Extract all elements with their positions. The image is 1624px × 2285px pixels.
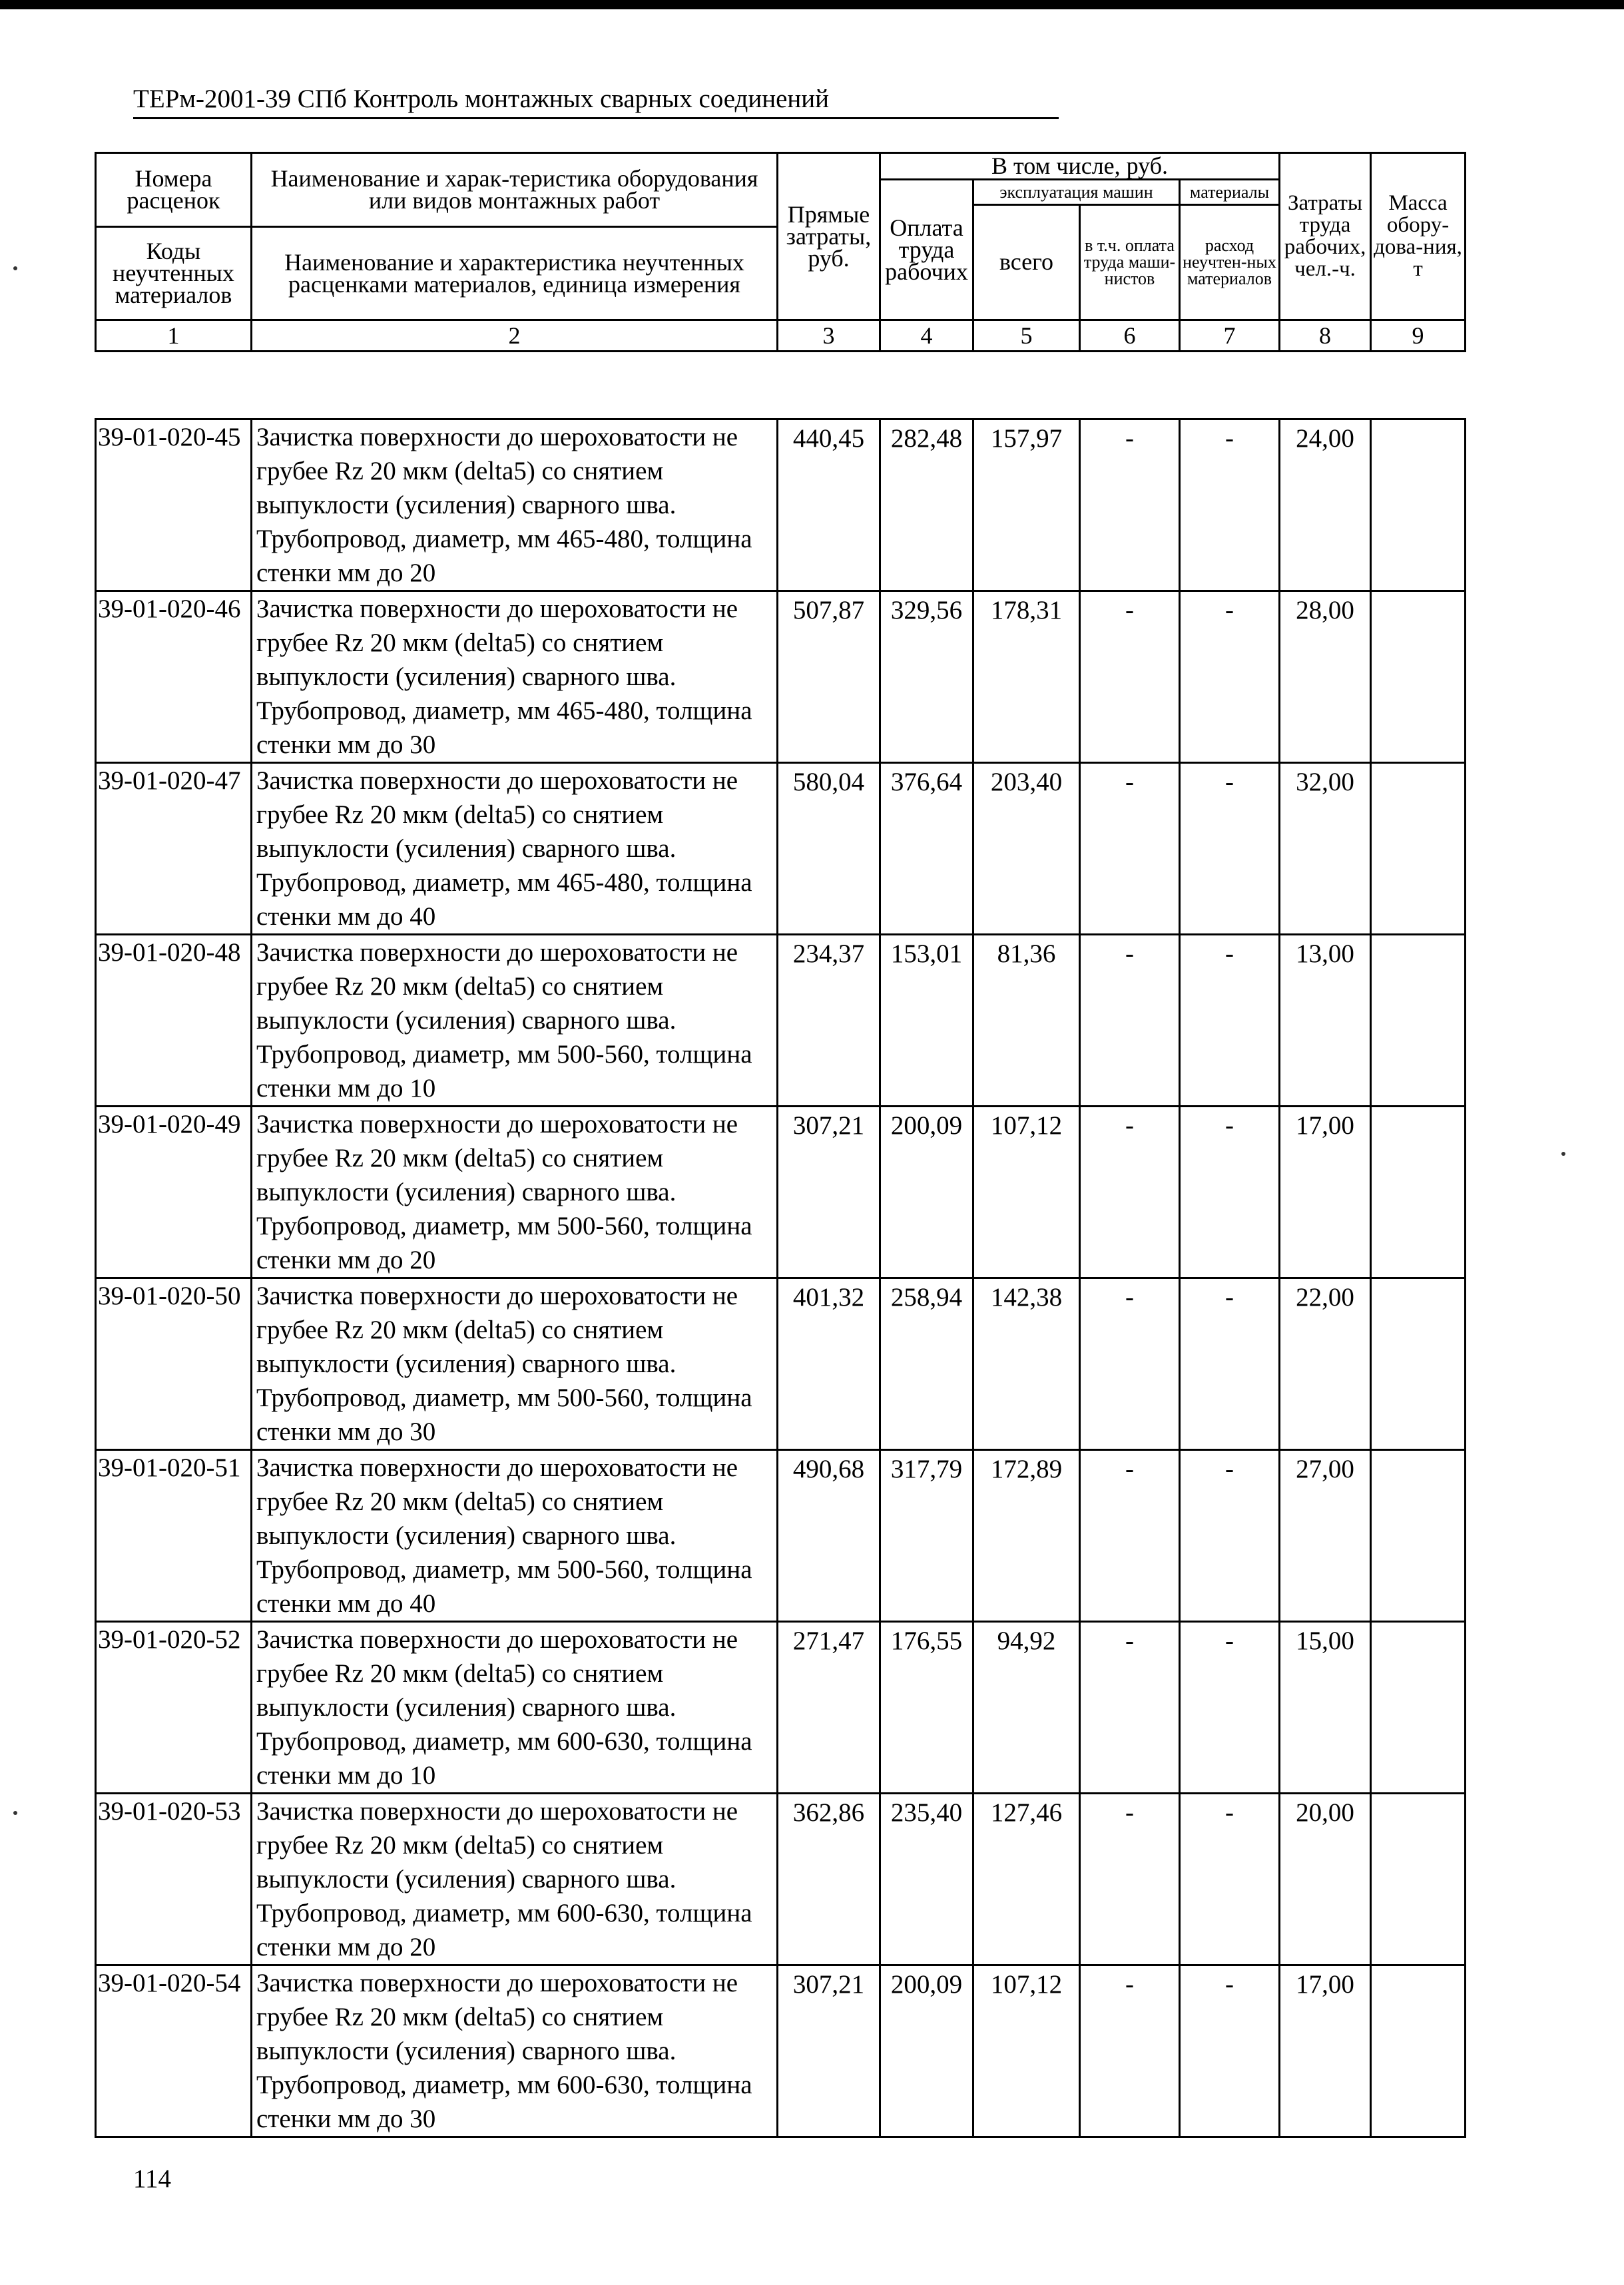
rate-code: 39-01-020-52: [96, 1622, 252, 1794]
materials-expense: -: [1180, 1622, 1280, 1794]
machinists-pay: -: [1080, 935, 1180, 1107]
machinists-pay: -: [1080, 1794, 1180, 1965]
header-number: 7: [1180, 320, 1280, 352]
rate-description: Зачистка поверхности до шероховатости не грубее Rz 20 мкм (delta5) со снятием выпуклости (усиления) сварного шва. Трубопровод, диаметр, мм 465-480, толщина стенки мм до 40: [252, 763, 778, 935]
labor-hours: 17,00: [1280, 1965, 1371, 2137]
machines-total: 172,89: [973, 1450, 1080, 1622]
labor-pay: 376,64: [880, 763, 973, 935]
header-incl-group: В том числе, руб.: [880, 153, 1280, 180]
machinists-pay: -: [1080, 1107, 1180, 1278]
labor-hours: 20,00: [1280, 1794, 1371, 1965]
rates-table: [95, 418, 1466, 2138]
table-row: [96, 1278, 1466, 1450]
machinists-pay: -: [1080, 591, 1180, 763]
labor-pay: 282,48: [880, 419, 973, 591]
materials-expense: -: [1180, 1794, 1280, 1965]
header-number: 6: [1080, 320, 1180, 352]
machinists-pay: -: [1080, 1965, 1180, 2137]
labor-hours: 28,00: [1280, 591, 1371, 763]
direct-costs: 490,68: [778, 1450, 880, 1622]
header-col1-top: Номера расценок: [96, 153, 252, 227]
equipment-mass: [1371, 419, 1466, 591]
labor-hours: 15,00: [1280, 1622, 1371, 1794]
equipment-mass: [1371, 1622, 1466, 1794]
machines-total: 203,40: [973, 763, 1080, 935]
scan-top-border: [0, 0, 1624, 9]
header-table: [95, 152, 1466, 352]
rate-code: 39-01-020-48: [96, 935, 252, 1107]
equipment-mass: [1371, 1450, 1466, 1622]
materials-expense: -: [1180, 419, 1280, 591]
equipment-mass: [1371, 1794, 1466, 1965]
machinists-pay: -: [1080, 1450, 1180, 1622]
labor-hours: 27,00: [1280, 1450, 1371, 1622]
machinists-pay: -: [1080, 763, 1180, 935]
materials-expense: -: [1180, 591, 1280, 763]
rate-description: Зачистка поверхности до шероховатости не грубее Rz 20 мкм (delta5) со снятием выпуклости (усиления) сварного шва. Трубопровод, диаметр, мм 465-480, толщина стенки мм до 30: [252, 591, 778, 763]
direct-costs: 307,21: [778, 1107, 880, 1278]
rate-code: 39-01-020-51: [96, 1450, 252, 1622]
labor-pay: 258,94: [880, 1278, 973, 1450]
machines-total: 107,12: [973, 1107, 1080, 1278]
table-row: [96, 419, 1466, 591]
direct-costs: 271,47: [778, 1622, 880, 1794]
direct-costs: 307,21: [778, 1965, 880, 2137]
materials-expense: -: [1180, 1107, 1280, 1278]
machines-total: 157,97: [973, 419, 1080, 591]
header-col5: всего: [973, 204, 1080, 320]
direct-costs: 440,45: [778, 419, 880, 591]
labor-pay: 329,56: [880, 591, 973, 763]
table-row: [96, 1450, 1466, 1622]
labor-pay: 235,40: [880, 1794, 973, 1965]
machines-total: 142,38: [973, 1278, 1080, 1450]
header-number: 1: [96, 320, 252, 352]
direct-costs: 401,32: [778, 1278, 880, 1450]
table-row: [96, 1965, 1466, 2137]
direct-costs: 234,37: [778, 935, 880, 1107]
header-col1-bottom: Коды неучтенных материалов: [96, 227, 252, 320]
direct-costs: 580,04: [778, 763, 880, 935]
labor-pay: 200,09: [880, 1107, 973, 1278]
rate-code: 39-01-020-49: [96, 1107, 252, 1278]
header-materials-group: материалы: [1180, 180, 1280, 205]
page-number: 114: [133, 2164, 172, 2193]
rate-description: Зачистка поверхности до шероховатости не грубее Rz 20 мкм (delta5) со снятием выпуклости (усиления) сварного шва. Трубопровод, диаметр, мм 600-630, толщина стенки мм до 30: [252, 1965, 778, 2137]
materials-expense: -: [1180, 935, 1280, 1107]
equipment-mass: [1371, 1107, 1466, 1278]
materials-expense: -: [1180, 763, 1280, 935]
header-number: 3: [778, 320, 880, 352]
labor-hours: 24,00: [1280, 419, 1371, 591]
rate-description: Зачистка поверхности до шероховатости не грубее Rz 20 мкм (delta5) со снятием выпуклости (усиления) сварного шва. Трубопровод, диаметр, мм 500-560, толщина стенки мм до 30: [252, 1278, 778, 1450]
header-number: 8: [1280, 320, 1371, 352]
table-row: [96, 763, 1466, 935]
equipment-mass: [1371, 1278, 1466, 1450]
table-row: [96, 1107, 1466, 1278]
materials-expense: -: [1180, 1278, 1280, 1450]
machines-total: 107,12: [973, 1965, 1080, 2137]
rate-code: 39-01-020-45: [96, 419, 252, 591]
rate-description: Зачистка поверхности до шероховатости не грубее Rz 20 мкм (delta5) со снятием выпуклости (усиления) сварного шва. Трубопровод, диаметр, мм 600-630, толщина стенки мм до 20: [252, 1794, 778, 1965]
machinists-pay: -: [1080, 419, 1180, 591]
labor-hours: 13,00: [1280, 935, 1371, 1107]
materials-expense: -: [1180, 1450, 1280, 1622]
machines-total: 127,46: [973, 1794, 1080, 1965]
rate-description: Зачистка поверхности до шероховатости не грубее Rz 20 мкм (delta5) со снятием выпуклости (усиления) сварного шва. Трубопровод, диаметр, мм 500-560, толщина стенки мм до 10: [252, 935, 778, 1107]
header-number: 4: [880, 320, 973, 352]
header-col4: Оплата труда рабочих: [880, 180, 973, 320]
header-number: 5: [973, 320, 1080, 352]
labor-hours: 22,00: [1280, 1278, 1371, 1450]
header-col9: Масса обору-дова-ния, т: [1371, 153, 1466, 320]
header-col8: Затраты труда рабочих, чел.-ч.: [1280, 153, 1371, 320]
equipment-mass: [1371, 591, 1466, 763]
labor-pay: 153,01: [880, 935, 973, 1107]
rate-code: 39-01-020-50: [96, 1278, 252, 1450]
header-number: 2: [252, 320, 778, 352]
document-title: ТЕРм-2001-39 СПб Контроль монтажных сварных соединений: [133, 85, 1059, 119]
labor-pay: 317,79: [880, 1450, 973, 1622]
machines-total: 81,36: [973, 935, 1080, 1107]
rate-description: Зачистка поверхности до шероховатости не грубее Rz 20 мкм (delta5) со снятием выпуклости (усиления) сварного шва. Трубопровод, диаметр, мм 465-480, толщина стенки мм до 20: [252, 419, 778, 591]
materials-expense: -: [1180, 1965, 1280, 2137]
scan-speck: [13, 266, 17, 270]
labor-hours: 17,00: [1280, 1107, 1371, 1278]
table-row: [96, 935, 1466, 1107]
header-col3: Прямые затраты, руб.: [778, 153, 880, 320]
scan-speck: [1561, 1152, 1565, 1156]
header-col6: в т.ч. оплата труда маши-нистов: [1080, 204, 1180, 320]
rate-code: 39-01-020-47: [96, 763, 252, 935]
rate-code: 39-01-020-46: [96, 591, 252, 763]
rate-code: 39-01-020-54: [96, 1965, 252, 2137]
rate-code: 39-01-020-53: [96, 1794, 252, 1965]
scan-speck: [13, 1811, 17, 1815]
table-row: [96, 1794, 1466, 1965]
machinists-pay: -: [1080, 1278, 1180, 1450]
equipment-mass: [1371, 1965, 1466, 2137]
rate-description: Зачистка поверхности до шероховатости не грубее Rz 20 мкм (delta5) со снятием выпуклости (усиления) сварного шва. Трубопровод, диаметр, мм 500-560, толщина стенки мм до 20: [252, 1107, 778, 1278]
labor-hours: 32,00: [1280, 763, 1371, 935]
machinists-pay: -: [1080, 1622, 1180, 1794]
equipment-mass: [1371, 763, 1466, 935]
header-col7: расход неучтен-ных материалов: [1180, 204, 1280, 320]
direct-costs: 362,86: [778, 1794, 880, 1965]
machines-total: 94,92: [973, 1622, 1080, 1794]
labor-pay: 176,55: [880, 1622, 973, 1794]
table-row: [96, 591, 1466, 763]
table-row: [96, 1622, 1466, 1794]
header-col2-top: Наименование и харак-теристика оборудования или видов монтажных работ: [252, 153, 778, 227]
direct-costs: 507,87: [778, 591, 880, 763]
labor-pay: 200,09: [880, 1965, 973, 2137]
header-col2-bottom: Наименование и характеристика неучтенных расценками материалов, единица измерения: [252, 227, 778, 320]
rate-description: Зачистка поверхности до шероховатости не грубее Rz 20 мкм (delta5) со снятием выпуклости (усиления) сварного шва. Трубопровод, диаметр, мм 600-630, толщина стенки мм до 10: [252, 1622, 778, 1794]
machines-total: 178,31: [973, 591, 1080, 763]
equipment-mass: [1371, 935, 1466, 1107]
rate-description: Зачистка поверхности до шероховатости не грубее Rz 20 мкм (delta5) со снятием выпуклости (усиления) сварного шва. Трубопровод, диаметр, мм 500-560, толщина стенки мм до 40: [252, 1450, 778, 1622]
header-number: 9: [1371, 320, 1466, 352]
header-machines-group: эксплуатация машин: [973, 180, 1180, 205]
